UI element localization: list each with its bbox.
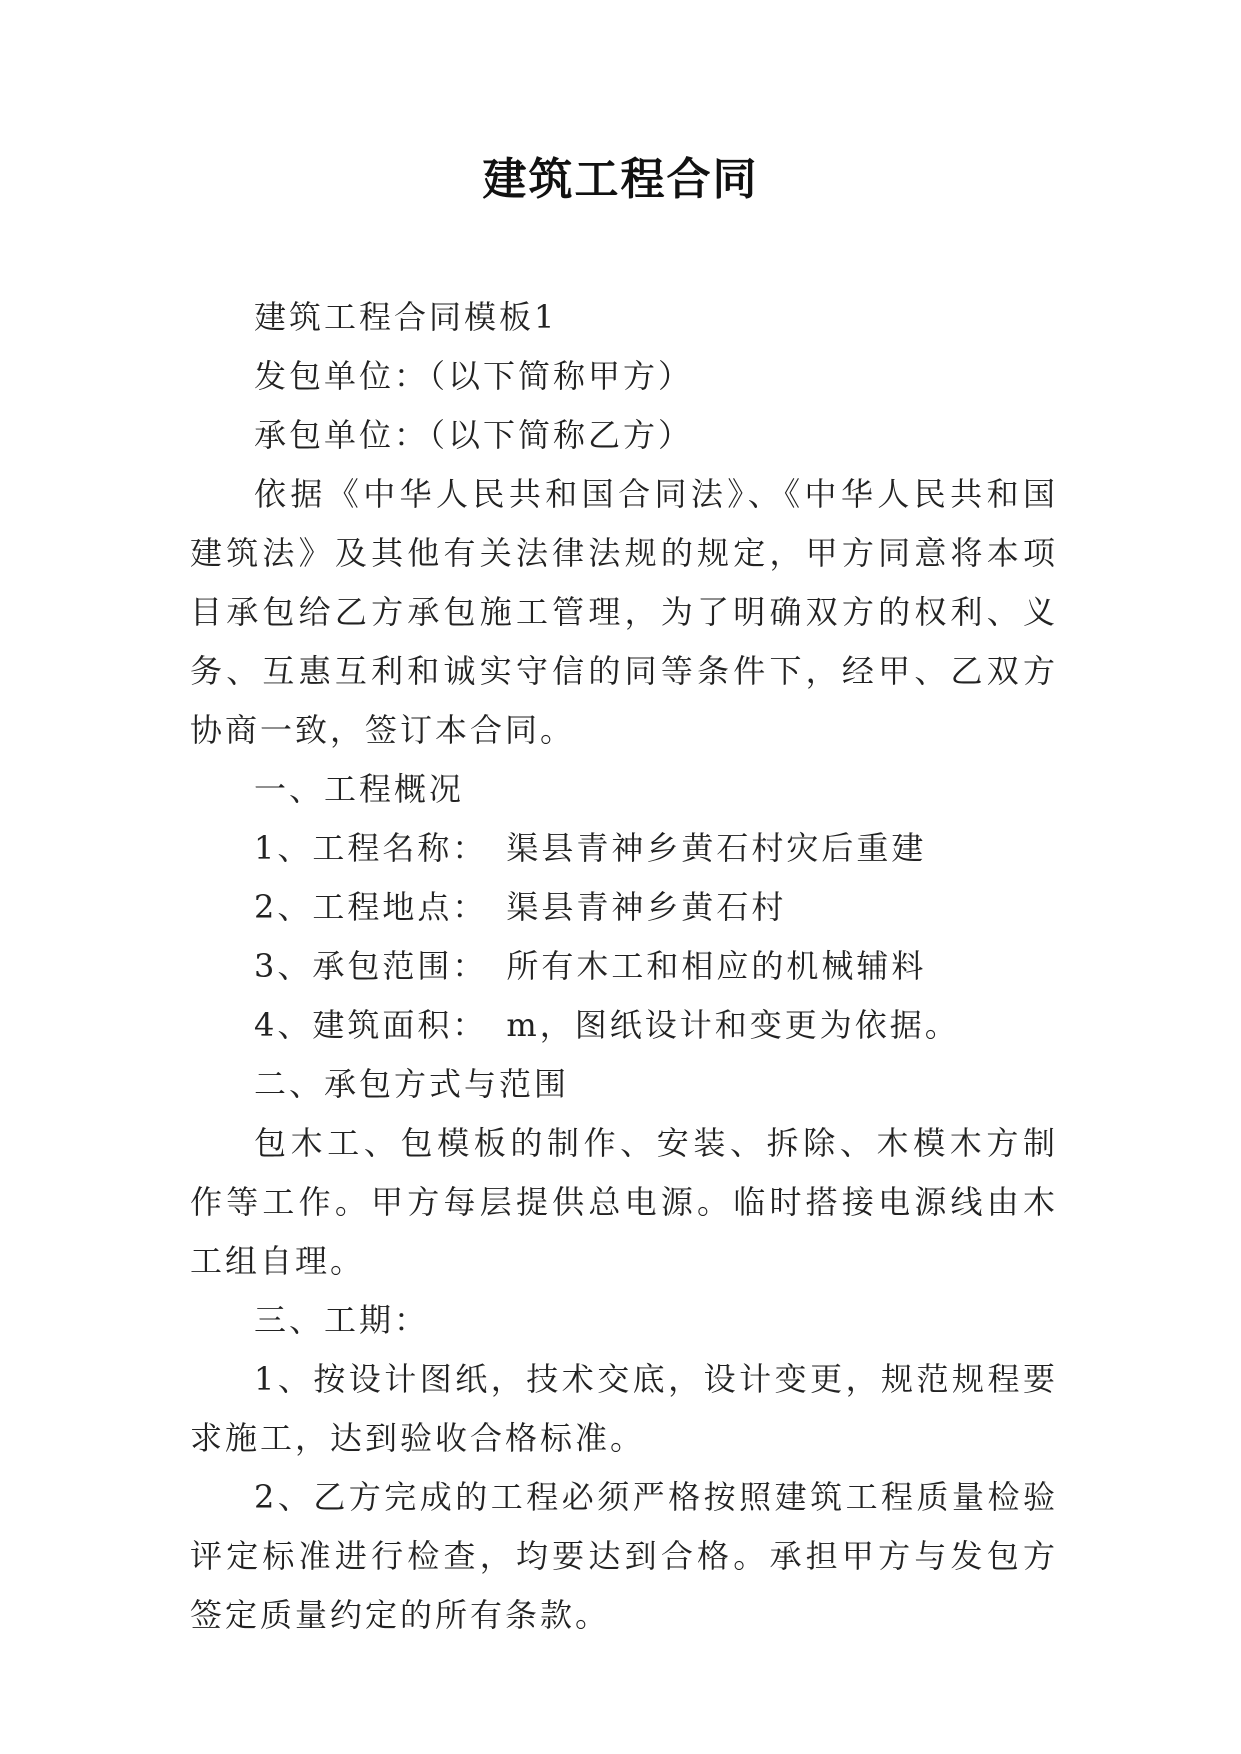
method-paragraph: 包木工、包模板的制作、安装、拆除、木模木方制作等工作。甲方每层提供总电源。临时搭接电源线由木工组自理。 — [190, 1124, 1058, 1280]
document-title: 建筑工程合同 — [482, 154, 759, 205]
section-heading-method: 二、承包方式与范围 — [254, 1065, 570, 1103]
template-heading: 建筑工程合同模板1 — [254, 298, 558, 336]
section-heading-schedule: 三、工期： — [254, 1301, 430, 1339]
section-heading-overview: 一、工程概况 — [254, 770, 465, 808]
schedule-item-2: 2、乙方完成的工程必须严格按照建筑工程质量检验评定标准进行检查，均要达到合格。承担甲方与发包方签定质量约定的所有条款。 — [190, 1478, 1058, 1634]
document-body — [190, 288, 1058, 1645]
contract-scope-line: 3、承包范围： 所有木工和相应的机械辅料 — [254, 947, 927, 985]
project-location-line: 2、工程地点： 渠县青神乡黄石村 — [254, 888, 787, 926]
contractor-line: 承包单位：（以下简称乙方） — [254, 416, 694, 454]
schedule-item-1: 1、按设计图纸，技术交底，设计变更，规范规程要求施工，达到验收合格标准。 — [190, 1360, 1058, 1457]
legal-basis-paragraph: 依据《中华人民共和国合同法》、《中华人民共和国建筑法》及其他有关法律法规的规定，甲方同意将本项目承包给乙方承包施工管理，为了明确双方的权利、义务、互惠互利和诚实守信的同等条件下，经甲、乙双方协商一致，签订本合同。 — [190, 475, 1058, 749]
employer-line: 发包单位：（以下简称甲方） — [254, 357, 694, 395]
project-name-line: 1、工程名称： 渠县青神乡黄石村灾后重建 — [254, 829, 927, 867]
building-area-line: 4、建筑面积： m，图纸设计和变更为依据。 — [254, 1006, 960, 1044]
